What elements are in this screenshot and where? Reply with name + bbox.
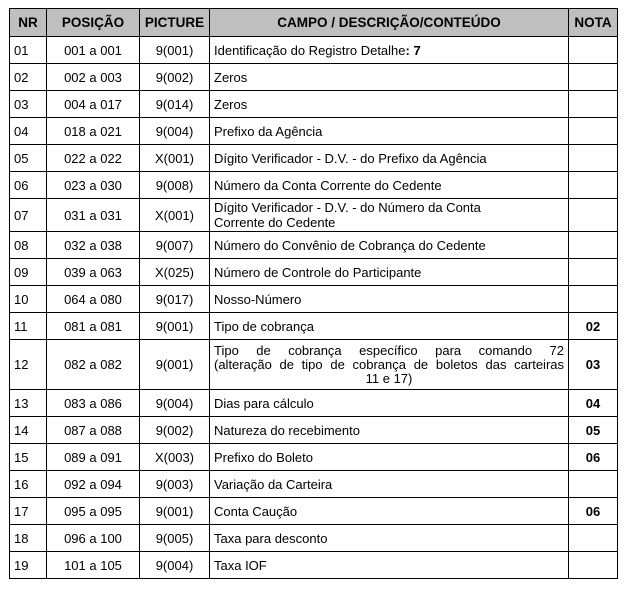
table-row	[10, 118, 618, 145]
cell-picture: X(001)	[140, 199, 210, 232]
cell-posicao: 092 a 094	[47, 471, 140, 498]
desc-line-2: Corrente do Cedente	[214, 215, 336, 230]
cell-descricao	[210, 199, 569, 232]
cell-posicao: 004 a 017	[47, 91, 140, 118]
cell-descricao: Variação da Carteira	[210, 471, 569, 498]
table-row	[10, 340, 618, 390]
table-row	[10, 259, 618, 286]
desc-line-1: Dígito Verificador - D.V. - do Número da Conta	[214, 200, 481, 215]
table-row	[10, 172, 618, 199]
table-row	[10, 471, 618, 498]
table-row	[10, 498, 618, 525]
cell-nr: 09	[10, 259, 47, 286]
cell-nr: 02	[10, 64, 47, 91]
cell-nota	[569, 259, 618, 286]
header-nota: NOTA	[569, 9, 618, 37]
cell-nota	[569, 471, 618, 498]
cell-nota: 02	[569, 313, 618, 340]
cell-posicao: 001 a 001	[47, 37, 140, 64]
layout-table	[9, 8, 618, 579]
cell-picture: 9(002)	[140, 64, 210, 91]
cell-nota	[569, 286, 618, 313]
cell-nr: 03	[10, 91, 47, 118]
cell-descricao: Zeros	[210, 64, 569, 91]
cell-descricao: Dias para cálculo	[210, 390, 569, 417]
cell-picture: 9(014)	[140, 91, 210, 118]
cell-picture: 9(007)	[140, 232, 210, 259]
cell-nr: 16	[10, 471, 47, 498]
cell-posicao: 087 a 088	[47, 417, 140, 444]
cell-descricao: Natureza do recebimento	[210, 417, 569, 444]
cell-nr: 08	[10, 232, 47, 259]
cell-posicao: 064 a 080	[47, 286, 140, 313]
table-row	[10, 232, 618, 259]
cell-nota: 03	[569, 340, 618, 390]
cell-posicao: 082 a 082	[47, 340, 140, 390]
cell-nr: 19	[10, 552, 47, 579]
cell-picture: X(025)	[140, 259, 210, 286]
cell-nr: 14	[10, 417, 47, 444]
cell-posicao: 101 a 105	[47, 552, 140, 579]
cell-nota	[569, 232, 618, 259]
table-row	[10, 417, 618, 444]
cell-nota	[569, 172, 618, 199]
cell-picture: 9(004)	[140, 118, 210, 145]
cell-descricao: Dígito Verificador - D.V. - do Prefixo da Agência	[210, 145, 569, 172]
cell-nr: 10	[10, 286, 47, 313]
header-posicao: POSIÇÃO	[47, 9, 140, 37]
cell-nota	[569, 91, 618, 118]
header-row	[10, 9, 618, 37]
cell-nr: 05	[10, 145, 47, 172]
cell-picture: 9(017)	[140, 286, 210, 313]
cell-descricao: Número do Convênio de Cobrança do Cedente	[210, 232, 569, 259]
cell-nr: 13	[10, 390, 47, 417]
cell-picture: 9(005)	[140, 525, 210, 552]
cell-nota: 04	[569, 390, 618, 417]
table-row	[10, 313, 618, 340]
cell-descricao: Conta Caução	[210, 498, 569, 525]
table-row	[10, 64, 618, 91]
cell-descricao: Prefixo do Boleto	[210, 444, 569, 471]
cell-nota	[569, 145, 618, 172]
cell-nr: 06	[10, 172, 47, 199]
desc-line-3: 11 e 17)	[365, 370, 413, 386]
cell-posicao: 096 a 100	[47, 525, 140, 552]
cell-picture: 9(001)	[140, 313, 210, 340]
table-row	[10, 525, 618, 552]
cell-posicao: 039 a 063	[47, 259, 140, 286]
cell-descricao: Número de Controle do Participante	[210, 259, 569, 286]
cell-posicao: 031 a 031	[47, 199, 140, 232]
cell-nota: 06	[569, 498, 618, 525]
cell-picture: 9(001)	[140, 498, 210, 525]
cell-nr: 18	[10, 525, 47, 552]
desc-line-2: (alteração de tipo de cobrança de boletos das carteiras	[214, 356, 564, 372]
cell-picture: 9(002)	[140, 417, 210, 444]
cell-posicao: 023 a 030	[47, 172, 140, 199]
table-row	[10, 552, 618, 579]
header-picture: PICTURE	[140, 9, 210, 37]
table-row	[10, 91, 618, 118]
cell-picture: 9(001)	[140, 37, 210, 64]
table-row	[10, 37, 618, 64]
header-nr: NR	[10, 9, 47, 37]
cell-picture: X(003)	[140, 444, 210, 471]
cell-descricao: Número da Conta Corrente do Cedente	[210, 172, 569, 199]
cell-posicao: 032 a 038	[47, 232, 140, 259]
table-row	[10, 390, 618, 417]
header-campo: CAMPO / DESCRIÇÃO/CONTEÚDO	[210, 9, 569, 37]
cell-nr: 01	[10, 37, 47, 64]
cell-posicao: 095 a 095	[47, 498, 140, 525]
cell-picture: 9(004)	[140, 552, 210, 579]
cell-descricao: Taxa para desconto	[210, 525, 569, 552]
table-row	[10, 286, 618, 313]
cell-nota: 05	[569, 417, 618, 444]
cell-posicao: 081 a 081	[47, 313, 140, 340]
cell-descricao: Nosso-Número	[210, 286, 569, 313]
cell-picture: 9(004)	[140, 390, 210, 417]
desc-text: Identificação do Registro Detalhe	[214, 42, 406, 58]
cell-posicao: 018 a 021	[47, 118, 140, 145]
cell-nr: 12	[10, 340, 47, 390]
cell-nota	[569, 64, 618, 91]
cell-picture: X(001)	[140, 145, 210, 172]
cell-descricao: Tipo de cobrança	[210, 313, 569, 340]
cell-nr: 11	[10, 313, 47, 340]
cell-descricao	[210, 340, 569, 390]
cell-nota	[569, 118, 618, 145]
cell-descricao	[210, 37, 569, 64]
cell-picture: 9(003)	[140, 471, 210, 498]
desc-value: : 7	[405, 42, 421, 58]
cell-nota	[569, 552, 618, 579]
cell-nr: 17	[10, 498, 47, 525]
table-row	[10, 199, 618, 232]
desc-line-1: Tipo de cobrança específico para comando 72	[214, 342, 564, 358]
cell-nr: 04	[10, 118, 47, 145]
cell-descricao: Zeros	[210, 91, 569, 118]
cell-nr: 07	[10, 199, 47, 232]
cell-posicao: 022 a 022	[47, 145, 140, 172]
cell-descricao: Taxa IOF	[210, 552, 569, 579]
cell-nota	[569, 525, 618, 552]
cell-nota	[569, 199, 618, 232]
cell-picture: 9(001)	[140, 340, 210, 390]
cell-nota: 06	[569, 444, 618, 471]
cell-picture: 9(008)	[140, 172, 210, 199]
cell-nr: 15	[10, 444, 47, 471]
cell-posicao: 083 a 086	[47, 390, 140, 417]
cell-nota	[569, 37, 618, 64]
table-row	[10, 444, 618, 471]
cell-descricao: Prefixo da Agência	[210, 118, 569, 145]
cell-posicao: 002 a 003	[47, 64, 140, 91]
cell-posicao: 089 a 091	[47, 444, 140, 471]
table-row	[10, 145, 618, 172]
